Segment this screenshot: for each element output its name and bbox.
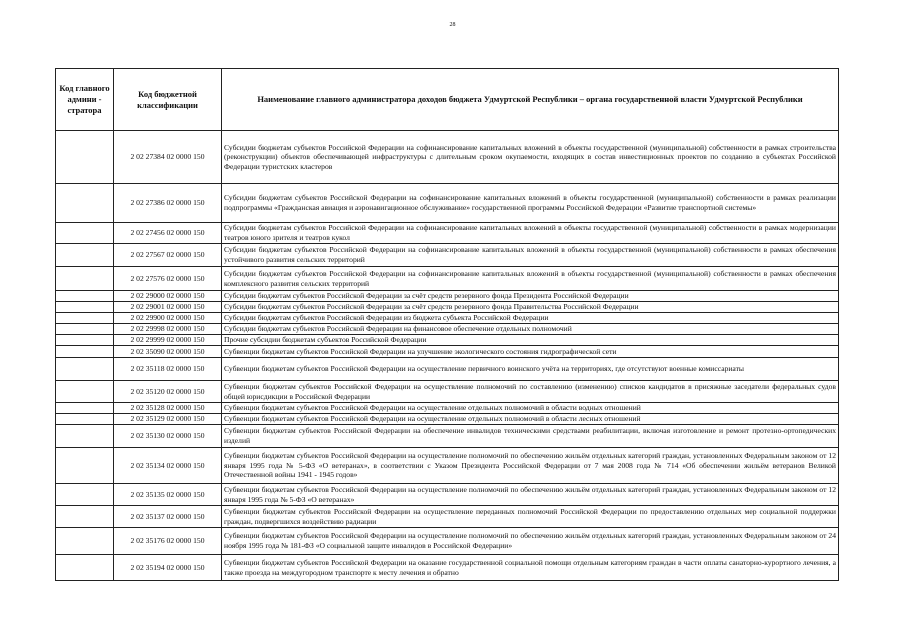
administrator-name-cell: Субвенции бюджетам субъектов Российской Федерации на осуществление отдельных полномочий в области водных отношений: [222, 403, 839, 414]
budget-code-cell: 2 02 29001 02 0000 150: [114, 302, 222, 313]
budget-code-cell: 2 02 29900 02 0000 150: [114, 313, 222, 324]
table-row: [56, 528, 839, 555]
administrator-name-cell: Субсидии бюджетам субъектов Российской Федерации на финансовое обеспечение отдельных полномочий: [222, 324, 839, 335]
admin-code-cell: [56, 425, 114, 448]
table-row: [56, 335, 839, 346]
budget-code-cell: 2 02 27386 02 0000 150: [114, 184, 222, 223]
admin-code-cell: [56, 335, 114, 346]
admin-code-cell: [56, 244, 114, 267]
administrator-name-cell: Прочие субсидии бюджетам субъектов Российской Федерации: [222, 335, 839, 346]
table-row: [56, 244, 839, 267]
table-row: [56, 291, 839, 302]
admin-code-cell: [56, 448, 114, 484]
admin-code-cell: [56, 414, 114, 425]
table-row: [56, 555, 839, 581]
budget-code-cell: 2 02 27456 02 0000 150: [114, 223, 222, 244]
table-row: [56, 313, 839, 324]
administrator-name-cell: Субвенции бюджетам субъектов Российской Федерации на обеспечение инвалидов техническими средствами реабилитации, включая изготовление и ремонт протезно-ортопедических изделий: [222, 425, 839, 448]
administrator-name-cell: Субсидии бюджетам субъектов Российской Федерации на софинансирование капитальных вложений в объекты государственной (муниципальной) собственности в рамках обеспечения устойчивого развития сельских территорий: [222, 244, 839, 267]
administrator-name-cell: Субсидии бюджетам субъектов Российской Федерации из бюджета субъекта Российской Федерации: [222, 313, 839, 324]
table-row: [56, 506, 839, 528]
budget-code-cell: 2 02 35118 02 0000 150: [114, 358, 222, 381]
administrator-name-cell: Субсидии бюджетам субъектов Российской Федерации на софинансирование капитальных вложений в объекты государственной (муниципальной) собственности в рамках обеспечения комплексного развития сельских территорий: [222, 267, 839, 291]
administrator-name-cell: Субсидии бюджетам субъектов Российской Федерации на софинансирование капитальных вложений в объекты государственной (муниципальной) собственности в рамках строительства (реконструкции) объектов обеспечивающей инфраструктуры с длительным сроком окупаемости, входящих в состав инвестиционных проектов по созданию в субъектах Российской Федерации туристских кластеров: [222, 131, 839, 184]
table-row: [56, 414, 839, 425]
header-administrator-name: Наименование главного администратора доходов бюджета Удмуртской Республики – органа государственной власти Удмуртской Республики: [222, 69, 839, 131]
revenue-administrators-table: [55, 68, 839, 581]
administrator-name-cell: Субвенции бюджетам субъектов Российской Федерации на осуществление переданных полномочий Российской Федерации по предоставлению отдельных мер социальной поддержки граждан, подвергшихся воздействию радиации: [222, 506, 839, 528]
administrator-name-cell: Субвенции бюджетам субъектов Российской Федерации на осуществление полномочий по обеспечению жильём отдельных категорий граждан, установленных Федеральным законом от 24 ноября 1995 года № 181-ФЗ «О социальной защите инвалидов в Российской Федерации»: [222, 528, 839, 555]
budget-code-cell: 2 02 35130 02 0000 150: [114, 425, 222, 448]
admin-code-cell: [56, 324, 114, 335]
budget-code-cell: 2 02 27576 02 0000 150: [114, 267, 222, 291]
budget-code-cell: 2 02 27384 02 0000 150: [114, 131, 222, 184]
admin-code-cell: [56, 358, 114, 381]
budget-code-cell: 2 02 35137 02 0000 150: [114, 506, 222, 528]
budget-code-cell: 2 02 35120 02 0000 150: [114, 381, 222, 403]
budget-code-cell: 2 02 29998 02 0000 150: [114, 324, 222, 335]
admin-code-cell: [56, 267, 114, 291]
admin-code-cell: [56, 381, 114, 403]
budget-code-cell: 2 02 29999 02 0000 150: [114, 335, 222, 346]
table-row: [56, 131, 839, 184]
administrator-name-cell: Субвенции бюджетам субъектов Российской Федерации на улучшение экологического состояния гидрографической сети: [222, 346, 839, 358]
admin-code-cell: [56, 484, 114, 506]
budget-code-cell: 2 02 35128 02 0000 150: [114, 403, 222, 414]
table-row: [56, 358, 839, 381]
budget-code-cell: 2 02 35129 02 0000 150: [114, 414, 222, 425]
admin-code-cell: [56, 346, 114, 358]
admin-code-cell: [56, 403, 114, 414]
administrator-name-cell: Субвенции бюджетам субъектов Российской Федерации на осуществление первичного воинского учёта на территориях, где отсутствуют военные комиссариаты: [222, 358, 839, 381]
administrator-name-cell: Субвенции бюджетам субъектов Российской Федерации на осуществление отдельных полномочий в области лесных отношений: [222, 414, 839, 425]
admin-code-cell: [56, 223, 114, 244]
page-number: 28: [449, 22, 456, 28]
table-row: [56, 324, 839, 335]
administrator-name-cell: Субвенции бюджетам субъектов Российской Федерации на осуществление полномочий по обеспечению жильём отдельных категорий граждан, установленных Федеральным законом от 12 января 1995 года № 5-ФЗ «О ветеранах», в соответствии с Указом Президента Российской Федерации от 7 мая 2008 года № 714 «Об обеспечении жильём ветеранов Великой Отечественной войны 1941 - 1945 годов»: [222, 448, 839, 484]
table-row: [56, 184, 839, 223]
table-row: [56, 346, 839, 358]
admin-code-cell: [56, 506, 114, 528]
admin-code-cell: [56, 291, 114, 302]
administrator-name-cell: Субвенции бюджетам субъектов Российской Федерации на осуществление полномочий по обеспечению жильём отдельных категорий граждан, установленных Федеральным законом от 12 января 1995 года № 5-ФЗ «О ветеранах»: [222, 484, 839, 506]
budget-code-cell: 2 02 35134 02 0000 150: [114, 448, 222, 484]
table-row: [56, 448, 839, 484]
admin-code-cell: [56, 313, 114, 324]
budget-code-cell: 2 02 35090 02 0000 150: [114, 346, 222, 358]
budget-code-cell: 2 02 29000 02 0000 150: [114, 291, 222, 302]
administrator-name-cell: Субсидии бюджетам субъектов Российской Федерации за счёт средств резервного фонда Президента Российской Федерации: [222, 291, 839, 302]
header-admin-code: Код главного админи - стратора: [56, 69, 114, 131]
budget-code-cell: 2 02 35176 02 0000 150: [114, 528, 222, 555]
table-row: [56, 425, 839, 448]
budget-code-cell: 2 02 35194 02 0000 150: [114, 555, 222, 581]
administrator-name-cell: Субвенции бюджетам субъектов Российской Федерации на осуществление полномочий по составлению (изменению) списков кандидатов в присяжные заседатели федеральных судов общей юрисдикции в Российской Федерации: [222, 381, 839, 403]
administrator-name-cell: Субсидии бюджетам субъектов Российской Федерации за счёт средств резервного фонда Правительства Российской Федерации: [222, 302, 839, 313]
admin-code-cell: [56, 555, 114, 581]
table-row: [56, 484, 839, 506]
admin-code-cell: [56, 528, 114, 555]
table-row: [56, 381, 839, 403]
table-row: [56, 267, 839, 291]
budget-code-cell: 2 02 35135 02 0000 150: [114, 484, 222, 506]
administrator-name-cell: Субсидии бюджетам субъектов Российской Федерации на софинансирование капитальных вложений в объекты государственной (муниципальной) собственности в рамках модернизации театров юного зрителя и театров кукол: [222, 223, 839, 244]
budget-code-cell: 2 02 27567 02 0000 150: [114, 244, 222, 267]
administrator-name-cell: Субсидии бюджетам субъектов Российской Федерации на софинансирование капитальных вложений в объекты государственной (муниципальной) собственности в рамках реализации подпрограммы «Гражданская авиация и аэронавигационное обслуживание» государственной программы Российской Федерации «Развитие транспортной системы»: [222, 184, 839, 223]
table-row: [56, 302, 839, 313]
table-row: [56, 403, 839, 414]
admin-code-cell: [56, 131, 114, 184]
table-row: [56, 223, 839, 244]
administrator-name-cell: Субвенции бюджетам субъектов Российской Федерации на оказание государственной социальной помощи отдельным категориям граждан в части оплаты санаторно-курортного лечения, а также проезда на междугородном транспорте к месту лечения и обратно: [222, 555, 839, 581]
header-budget-code: Код бюджетной классификации: [114, 69, 222, 131]
table-body: [56, 131, 839, 581]
table-header-row: [56, 69, 839, 131]
admin-code-cell: [56, 302, 114, 313]
admin-code-cell: [56, 184, 114, 223]
